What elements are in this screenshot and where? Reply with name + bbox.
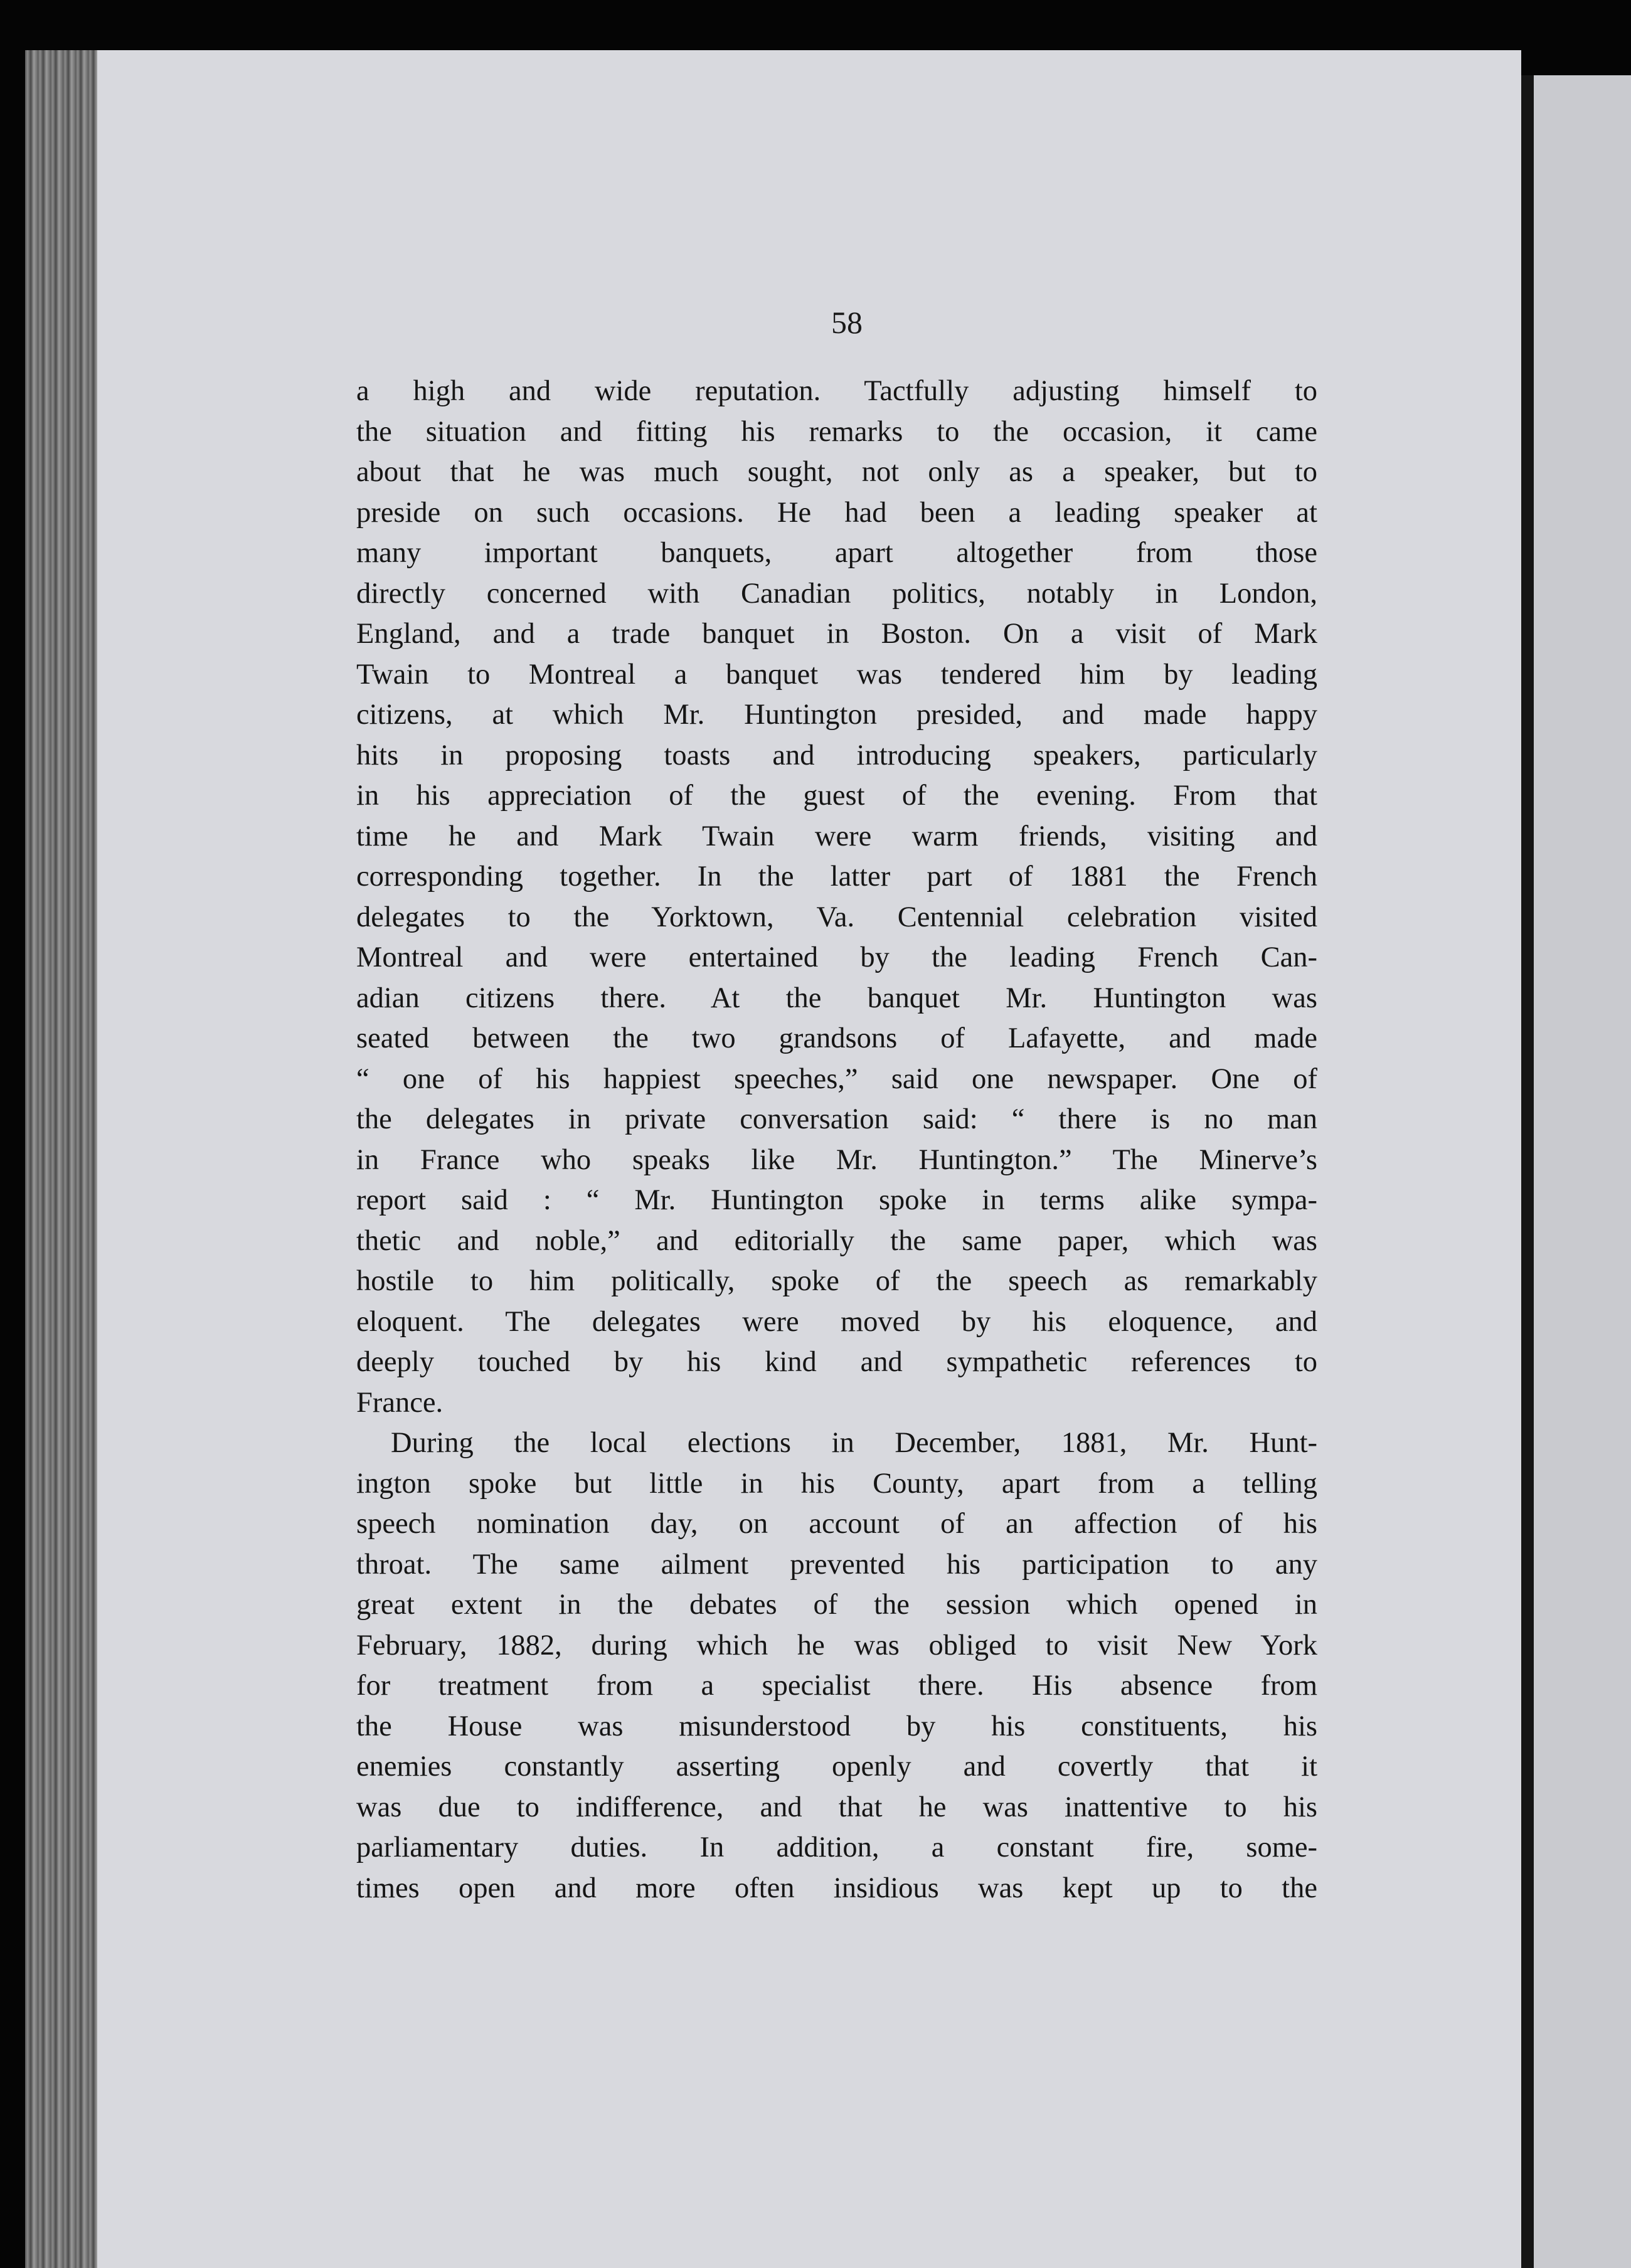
text-line: England, and a trade banquet in Boston. On a visit of Mark [356, 618, 1317, 650]
text-line: speech nomination day, on account of an affection of his [356, 1508, 1317, 1540]
text-line: eloquent. The delegates were moved by his eloquence, and [356, 1305, 1317, 1338]
text-line: enemies constantly asserting openly and covertly that it [356, 1751, 1317, 1783]
text-line: times open and more often insidious was kept up to the [356, 1872, 1317, 1904]
text-line: delegates to the Yorktown, Va. Centennial celebration visited [356, 901, 1317, 933]
adjacent-page-edge [1534, 75, 1631, 2268]
text-line: “ one of his happiest speeches,” said one newspaper. One of [356, 1062, 1317, 1095]
text-line: corresponding together. In the latter part of 1881 the French [356, 861, 1317, 893]
text-line: directly concerned with Canadian politics, notably in London, [356, 577, 1317, 610]
text-line: Montreal and were entertained by the leading French Can- [356, 941, 1317, 973]
text-line: many important banquets, apart altogether from those [356, 537, 1317, 569]
text-line: in France who speaks like Mr. Huntington.” The Minerve’s [356, 1143, 1317, 1176]
text-line: hostile to him politically, spoke of the speech as remarkably [356, 1265, 1317, 1297]
text-line: preside on such occasions. He had been a leading speaker at [356, 496, 1317, 529]
text-line: parliamentary duties. In addition, a constant fire, some- [356, 1831, 1317, 1863]
text-line: During the local elections in December, 1881, Mr. Hunt- [391, 1427, 1317, 1459]
text-line: throat. The same ailment prevented his participation to any [356, 1548, 1317, 1581]
text-line: time he and Mark Twain were warm friends, visiting and [356, 820, 1317, 852]
text-line: February, 1882, during which he was obliged to visit New York [356, 1629, 1317, 1661]
text-line: ington spoke but little in his County, apart from a telling [356, 1467, 1317, 1500]
book-binding [25, 50, 97, 2268]
page-number: 58 [831, 305, 863, 340]
text-line: France. [356, 1386, 444, 1419]
text-line: for treatment from a specialist there. His absence from [356, 1670, 1317, 1702]
text-line: the situation and fitting his remarks to the occasion, it came [356, 415, 1317, 448]
text-line: was due to indifference, and that he was inattentive to his [356, 1791, 1317, 1823]
text-line: about that he was much sought, not only as a speaker, but to [356, 456, 1317, 488]
page-gutter-shadow [1521, 75, 1534, 2268]
text-line: report said : “ Mr. Huntington spoke in terms alike sympa- [356, 1184, 1317, 1216]
text-line: in his appreciation of the guest of the evening. From that [356, 780, 1317, 812]
text-line: the House was misunderstood by his constituents, his [356, 1710, 1317, 1742]
body-text [356, 371, 1317, 1909]
text-line: deeply touched by his kind and sympathetic references to [356, 1346, 1317, 1378]
text-line: great extent in the debates of the session which opened in [356, 1589, 1317, 1621]
text-line: hits in proposing toasts and introducing speakers, particularly [356, 739, 1317, 771]
text-line: a high and wide reputation. Tactfully adjusting himself to [356, 375, 1317, 407]
text-line: citizens, at which Mr. Huntington presided, and made happy [356, 699, 1317, 731]
text-line: the delegates in private conversation said: “ there is no man [356, 1103, 1317, 1135]
text-line: adian citizens there. At the banquet Mr. Huntington was [356, 982, 1317, 1014]
text-line: Twain to Montreal a banquet was tendered him by leading [356, 658, 1317, 691]
text-line: seated between the two grandsons of Lafayette, and made [356, 1022, 1317, 1054]
text-line: thetic and noble,” and editorially the same paper, which was [356, 1224, 1317, 1257]
